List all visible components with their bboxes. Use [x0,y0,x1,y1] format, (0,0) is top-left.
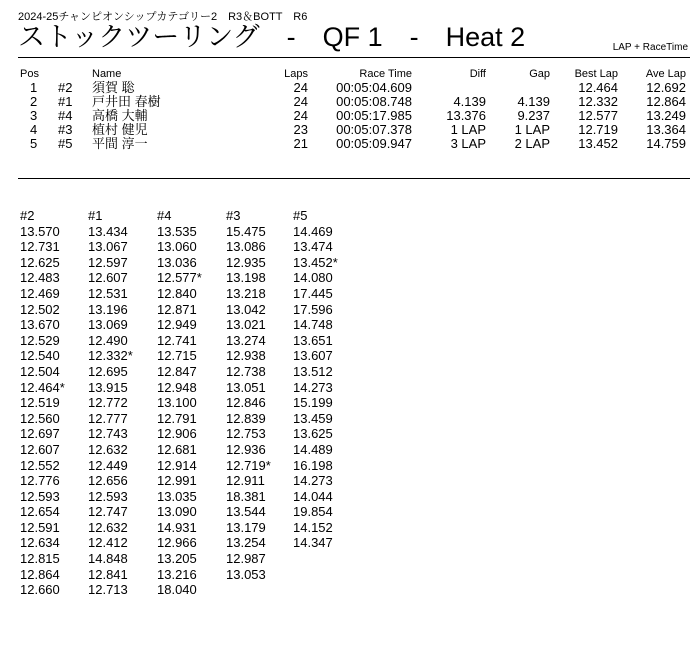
lap-time-cell: 13.196 [88,301,128,317]
lap-time-cell: 12.660 [20,582,60,598]
result-gap: 9.237 [517,108,550,123]
lap-time-cell: 13.434 [88,223,128,239]
lap-time-cell: 14.748 [293,317,333,333]
lap-time-cell: 13.035 [157,488,197,504]
lap-time-cell: 12.540 [20,348,60,364]
result-race-time: 00:05:08.748 [336,94,412,109]
lap-time-cell: 12.772 [88,395,128,411]
lap-time-cell: 14.152 [293,519,333,535]
lap-time-cell: 13.042 [226,301,266,317]
lap-time-cell: 12.332* [88,348,133,364]
lap-column-driver: #4 [157,208,172,223]
result-laps: 24 [293,80,308,95]
lap-time-cell: 13.069 [88,317,128,333]
lap-time-cell: 12.464* [20,379,65,395]
lap-time-cell: 12.949 [157,317,197,333]
lap-time-cell: 13.198 [226,270,266,286]
lap-time-cell: 12.597 [88,254,128,270]
lap-time-cell: 13.570 [20,223,60,239]
lap-time-cell: 17.445 [293,285,333,301]
lap-time-cell: 14.347 [293,535,333,551]
lap-column [293,208,338,551]
lap-time-cell: 12.738 [226,363,266,379]
lap-time-cell: 12.625 [20,254,60,270]
lap-time-cell: 18.381 [226,488,266,504]
lap-time-cell: 12.593 [88,488,128,504]
lap-column-driver: #5 [293,208,308,223]
lap-time-cell: 12.504 [20,363,60,379]
lap-time-cell: 12.914 [157,457,197,473]
lap-time-cell: 14.273 [293,379,333,395]
result-race-time: 00:05:17.985 [336,108,412,123]
lap-time-cell: 12.938 [226,348,266,364]
report-type-label: LAP + RaceTime [612,42,688,53]
header-best-lap: Best Lap [574,68,618,80]
lap-time-cell: 13.090 [157,504,197,520]
result-gap: 1 LAP [514,122,550,137]
result-driver-name: 須賀 聡 [92,80,135,95]
result-car-number: #4 [58,108,73,123]
lap-time-cell: 13.915 [88,379,128,395]
lap-time-cell: 12.777 [88,410,128,426]
lap-time-cell: 12.719* [226,457,271,473]
lap-time-cell: 12.591 [20,519,60,535]
lap-time-cell: 12.839 [226,410,266,426]
result-race-time: 00:05:09.947 [336,136,412,151]
lap-time-cell: 18.040 [157,582,197,598]
lap-time-cell: 12.846 [226,395,266,411]
result-driver-name: 平間 淳一 [92,136,148,151]
lap-time-cell: 12.747 [88,504,128,520]
lap-time-cell: 13.274 [226,332,266,348]
lap-time-cell: 12.577* [157,270,202,286]
lap-column-driver: #3 [226,208,241,223]
lap-time-cell: 12.753 [226,426,266,442]
lap-time-cell: 12.987 [226,551,266,567]
result-best-lap: 12.464 [578,80,618,95]
result-diff: 3 LAP [450,136,486,151]
lap-column-driver: #1 [88,208,103,223]
lap-time-cell: 13.051 [226,379,266,395]
lap-time-cell: 12.776 [20,473,60,489]
lap-time-cell: 19.854 [293,504,333,520]
lap-column-driver: #2 [20,208,35,223]
lap-column [20,208,65,598]
lap-time-cell: 13.205 [157,551,197,567]
lap-time-cell: 12.847 [157,363,197,379]
lap-time-cell: 12.469 [20,285,60,301]
lap-time-cell: 12.607 [88,270,128,286]
result-race-time: 00:05:04.609 [336,80,412,95]
lap-time-cell: 12.483 [20,270,60,286]
result-gap: 2 LAP [514,136,550,151]
lap-time-cell: 14.273 [293,473,333,489]
lap-time-cell: 12.654 [20,504,60,520]
header-race-time: Race Time [359,68,412,80]
result-gap: 4.139 [517,94,550,109]
lap-time-cell: 12.593 [20,488,60,504]
result-best-lap: 12.332 [578,94,618,109]
lap-time-cell: 12.864 [20,566,60,582]
lap-time-cell: 12.449 [88,457,128,473]
lap-time-cell: 12.713 [88,582,128,598]
lap-time-cell: 12.490 [88,332,128,348]
result-laps: 24 [293,94,308,109]
lap-time-cell: 13.067 [88,239,128,255]
lap-time-cell: 12.656 [88,473,128,489]
result-row [0,109,700,123]
lap-time-cell: 12.695 [88,363,128,379]
lap-time-cell: 12.632 [88,519,128,535]
header-gap: Gap [529,68,550,80]
lap-time-cell: 13.254 [226,535,266,551]
lap-time-cell: 15.199 [293,395,333,411]
lap-time-cell: 14.489 [293,441,333,457]
lap-time-cell: 12.681 [157,441,197,457]
lap-time-cell: 13.452* [293,254,338,270]
lap-time-cell: 12.966 [157,535,197,551]
lap-column [157,208,202,598]
lap-time-cell: 12.906 [157,426,197,442]
results-body [0,81,700,151]
lap-time-cell: 12.840 [157,285,197,301]
result-ave-lap: 14.759 [646,136,686,151]
lap-time-cell: 12.412 [88,535,128,551]
result-laps: 21 [293,136,308,151]
lap-time-cell: 14.044 [293,488,333,504]
lap-time-cell: 12.841 [88,566,128,582]
result-row [0,81,700,95]
header-pos: Pos [20,68,39,80]
result-position: 3 [30,108,38,123]
lap-time-cell: 13.060 [157,239,197,255]
lap-time-cell: 13.535 [157,223,197,239]
lap-time-cell: 13.179 [226,519,266,535]
lap-time-cell: 13.021 [226,317,266,333]
result-row [0,95,700,109]
result-row [0,123,700,137]
result-car-number: #3 [58,122,73,137]
lap-time-cell: 12.531 [88,285,128,301]
lap-time-cell: 13.474 [293,239,333,255]
lap-time-cell: 13.607 [293,348,333,364]
lap-time-cell: 12.815 [20,551,60,567]
lap-time-cell: 12.741 [157,332,197,348]
header-laps: Laps [284,68,308,80]
lap-time-cell: 14.469 [293,223,333,239]
lap-time-cell: 12.936 [226,441,266,457]
result-car-number: #5 [58,136,73,151]
lap-column [226,208,271,582]
lap-time-cell: 12.991 [157,473,197,489]
lap-time-cell: 12.911 [226,473,265,489]
lap-time-cell: 15.475 [226,223,266,239]
lap-time-cell: 13.512 [293,363,333,379]
lap-time-cell: 17.596 [293,301,333,317]
result-position: 2 [30,94,38,109]
result-driver-name: 戸井田 春樹 [92,94,161,109]
lap-time-cell: 12.935 [226,254,266,270]
result-ave-lap: 13.364 [646,122,686,137]
lap-time-cell: 13.625 [293,426,333,442]
result-laps: 24 [293,108,308,123]
lap-time-cell: 12.697 [20,426,60,442]
result-car-number: #1 [58,94,73,109]
lap-time-cell: 12.560 [20,410,60,426]
lap-time-cell: 13.670 [20,317,60,333]
lap-time-cell: 12.607 [20,441,60,457]
title-divider [18,57,690,58]
result-best-lap: 12.577 [578,108,618,123]
lap-time-cell: 13.544 [226,504,266,520]
result-best-lap: 13.452 [578,136,618,151]
lap-time-cell: 12.743 [88,426,128,442]
lap-time-cell: 12.948 [157,379,197,395]
result-position: 5 [30,136,38,151]
lap-time-cell: 12.552 [20,457,60,473]
lap-time-cell: 12.519 [20,395,60,411]
event-subtitle: 2024-25チャンピオンシップカテゴリー2 R3＆BOTT R6 [18,11,308,23]
header-name: Name [92,68,122,80]
lap-time-cell: 14.848 [88,551,128,567]
lap-time-cell: 14.931 [157,519,197,535]
lap-time-cell: 13.053 [226,566,266,582]
lap-time-cell: 13.216 [157,566,197,582]
result-ave-lap: 12.692 [646,80,686,95]
lap-time-cell: 13.100 [157,395,197,411]
section-divider [18,178,690,179]
lap-time-cell: 13.036 [157,254,197,270]
result-row [0,137,700,151]
lap-time-cell: 12.529 [20,332,60,348]
lap-time-cell: 12.715 [157,348,197,364]
result-race-time: 00:05:07.378 [336,122,412,137]
result-ave-lap: 12.864 [646,94,686,109]
lap-column [88,208,133,598]
lap-time-cell: 12.634 [20,535,60,551]
lap-time-cell: 14.080 [293,270,333,286]
lap-time-cell: 13.086 [226,239,266,255]
lap-time-cell: 12.731 [20,239,60,255]
lap-time-cell: 16.198 [293,457,333,473]
results-table [0,68,700,151]
page-title: ストックツーリング - QF 1 - Heat 2 [18,22,526,52]
lap-time-cell: 12.871 [157,301,197,317]
lap-time-cell: 13.459 [293,410,333,426]
result-best-lap: 12.719 [578,122,618,137]
lap-time-cell: 13.651 [293,332,333,348]
result-driver-name: 植村 健児 [92,122,148,137]
lap-time-cell: 12.502 [20,301,60,317]
result-position: 1 [30,80,38,95]
result-diff: 1 LAP [450,122,486,137]
result-laps: 23 [293,122,308,137]
result-ave-lap: 13.249 [646,108,686,123]
header-ave-lap: Ave Lap [645,68,686,80]
result-diff: 4.139 [453,94,486,109]
lap-time-cell: 12.791 [157,410,197,426]
result-diff: 13.376 [446,108,486,123]
result-position: 4 [30,122,38,137]
lap-time-cell: 13.218 [226,285,266,301]
result-car-number: #2 [58,80,73,95]
result-driver-name: 高橋 大輔 [92,108,148,123]
header-diff: Diff [469,68,486,80]
lap-time-cell: 12.632 [88,441,128,457]
